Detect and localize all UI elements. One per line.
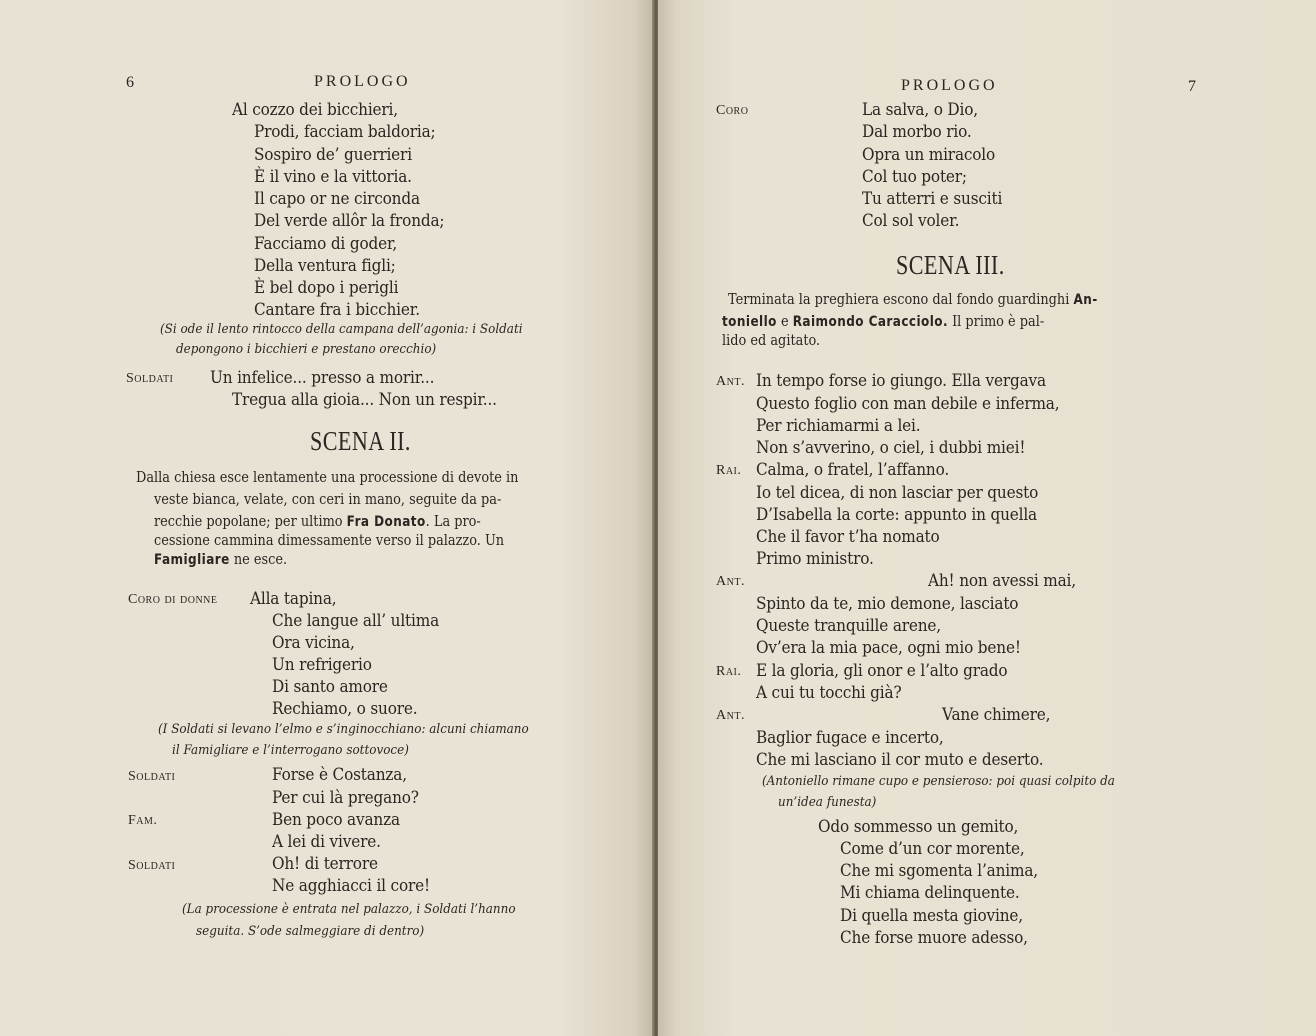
scene-description: toniello e Raimondo Caracciolo. Il primo è pal-	[722, 312, 1045, 330]
running-head: PROLOGO	[314, 73, 411, 90]
verse-line: Per richiamarmi a lei.	[756, 416, 921, 436]
verse-line: Questo foglio con man debile e inferma,	[756, 394, 1060, 414]
scene-description: lido ed agitato.	[722, 331, 821, 349]
verse-line: A cui tu tocchi già?	[756, 683, 902, 703]
scene-description: Famigliare ne esce.	[154, 550, 288, 568]
verse-line: Tu atterri e susciti	[862, 189, 1003, 209]
verse-line: Queste tranquille arene,	[756, 616, 942, 636]
verse-line: Baglior fugace e incerto,	[756, 728, 944, 748]
stage-direction: un’idea funesta)	[778, 795, 877, 810]
scene-description: Dalla chiesa esce lentamente una processione di devote in	[136, 468, 519, 486]
verse-line: Della ventura figli;	[254, 256, 396, 276]
verse-line: Per cui là pregano?	[272, 788, 419, 808]
stage-direction: (Si ode il lento rintocco della campana dell’agonia: i Soldati	[160, 322, 523, 337]
verse-line: Che langue all’ ultima	[272, 611, 440, 631]
verse-line: Odo sommesso un gemito,	[818, 817, 1019, 837]
speaker-label: Coro di donne	[128, 592, 218, 607]
speaker-label: Ant.	[716, 574, 745, 589]
stage-direction: depongono i bicchieri e prestano orecchio)	[176, 342, 437, 357]
verse-line: Primo ministro.	[756, 549, 874, 569]
speaker-label: Ant.	[716, 374, 745, 389]
verse-line: In tempo forse io giungo. Ella vergava	[756, 371, 1046, 391]
scene-description: veste bianca, velate, con ceri in mano, seguite da pa-	[154, 490, 502, 508]
scene-description: Terminata la preghiera escono dal fondo guardinghi An-	[728, 290, 1098, 308]
speaker-label: Rai.	[716, 664, 742, 679]
verse-line: Oh! di terrore	[272, 854, 378, 874]
verse-line: È il vino e la vittoria.	[254, 167, 412, 187]
verse-line: Al cozzo dei bicchieri,	[232, 100, 398, 120]
verse-line: Ora vicina,	[272, 633, 355, 653]
verse-line: Ben poco avanza	[272, 810, 400, 830]
verse-line: Prodi, facciam baldoria;	[254, 122, 436, 142]
verse-line: La salva, o Dio,	[862, 100, 978, 120]
verse-line: Che il favor t’ha nomato	[756, 527, 940, 547]
verse-line: Tregua alla gioia... Non un respir...	[232, 390, 497, 410]
stage-direction: seguita. S’ode salmeggiare di dentro)	[196, 924, 425, 939]
verse-line: Calma, o fratel, l’affanno.	[756, 460, 950, 480]
stage-direction: il Famigliare e l’interrogano sottovoce)	[172, 743, 409, 758]
verse-line: Rechiamo, o suore.	[272, 699, 418, 719]
right-page	[658, 0, 1316, 1036]
speaker-label: Soldati	[128, 858, 176, 873]
speaker-label: Soldati	[126, 371, 174, 386]
verse-line: Opra un miracolo	[862, 145, 996, 165]
stage-direction: (I Soldati si levano l’elmo e s’inginocchiano: alcuni chiamano	[158, 722, 529, 737]
stage-direction: (La processione è entrata nel palazzo, i Soldati l’hanno	[182, 902, 516, 917]
speaker-label: Coro	[716, 103, 749, 118]
verse-line: Ne agghiacci il core!	[272, 876, 430, 896]
verse-line: Mi chiama delinquente.	[840, 883, 1020, 903]
speaker-label: Rai.	[716, 463, 742, 478]
verse-line: Di quella mesta giovine,	[840, 906, 1023, 926]
verse-line: Col tuo poter;	[862, 167, 967, 187]
verse-line: Il capo or ne circonda	[254, 189, 420, 209]
scene-description: cessione cammina dimessamente verso il palazzo. Un	[154, 531, 505, 549]
verse-line: E la gloria, gli onor e l’alto grado	[756, 661, 1008, 681]
verse-line: Che mi lasciano il cor muto e deserto.	[756, 750, 1044, 770]
verse-line: A lei di vivere.	[272, 832, 381, 852]
page-number: 7	[1188, 78, 1196, 95]
speaker-label: Fam.	[128, 813, 158, 828]
stage-direction: (Antoniello rimane cupo e pensieroso: poi quasi colpito da	[762, 774, 1115, 789]
verse-line: Come d’un cor morente,	[840, 839, 1025, 859]
verse-line: Alla tapina,	[250, 589, 337, 609]
verse-line: Un infelice... presso a morir...	[210, 368, 435, 388]
scene-description: recchie popolane; per ultimo Fra Donato. La pro-	[154, 512, 481, 530]
scene-title: SCENA II.	[310, 426, 411, 456]
page-number: 6	[126, 74, 134, 91]
verse-line: Che mi sgomenta l’anima,	[840, 861, 1038, 881]
scene-title: SCENA III.	[896, 250, 1005, 280]
verse-line: D’Isabella la corte: appunto in quella	[756, 505, 1037, 525]
verse-line: Di santo amore	[272, 677, 388, 697]
verse-line: Ov’era la mia pace, ogni mio bene!	[756, 638, 1021, 658]
verse-line: Facciamo di goder,	[254, 234, 398, 254]
verse-line: Cantare fra i bicchier.	[254, 300, 420, 320]
verse-line: Vane chimere,	[942, 705, 1051, 725]
verse-line: Non s’avverino, o ciel, i dubbi miei!	[756, 438, 1026, 458]
left-page	[0, 0, 654, 1036]
verse-line: Del verde allôr la fronda;	[254, 211, 445, 231]
verse-line: Io tel dicea, di non lasciar per questo	[756, 483, 1039, 503]
verse-line: Forse è Costanza,	[272, 765, 407, 785]
verse-line: Che forse muore adesso,	[840, 928, 1028, 948]
verse-line: Sospiro de’ guerrieri	[254, 145, 412, 165]
verse-line: Dal morbo rio.	[862, 122, 972, 142]
verse-line: È bel dopo i perigli	[254, 278, 399, 298]
speaker-label: Ant.	[716, 708, 745, 723]
running-head: PROLOGO	[901, 77, 998, 94]
speaker-label: Soldati	[128, 769, 176, 784]
verse-line: Un refrigerio	[272, 655, 372, 675]
verse-line: Spinto da te, mio demone, lasciato	[756, 594, 1019, 614]
verse-line: Col sol voler.	[862, 211, 960, 231]
verse-line: Ah! non avessi mai,	[928, 571, 1076, 591]
